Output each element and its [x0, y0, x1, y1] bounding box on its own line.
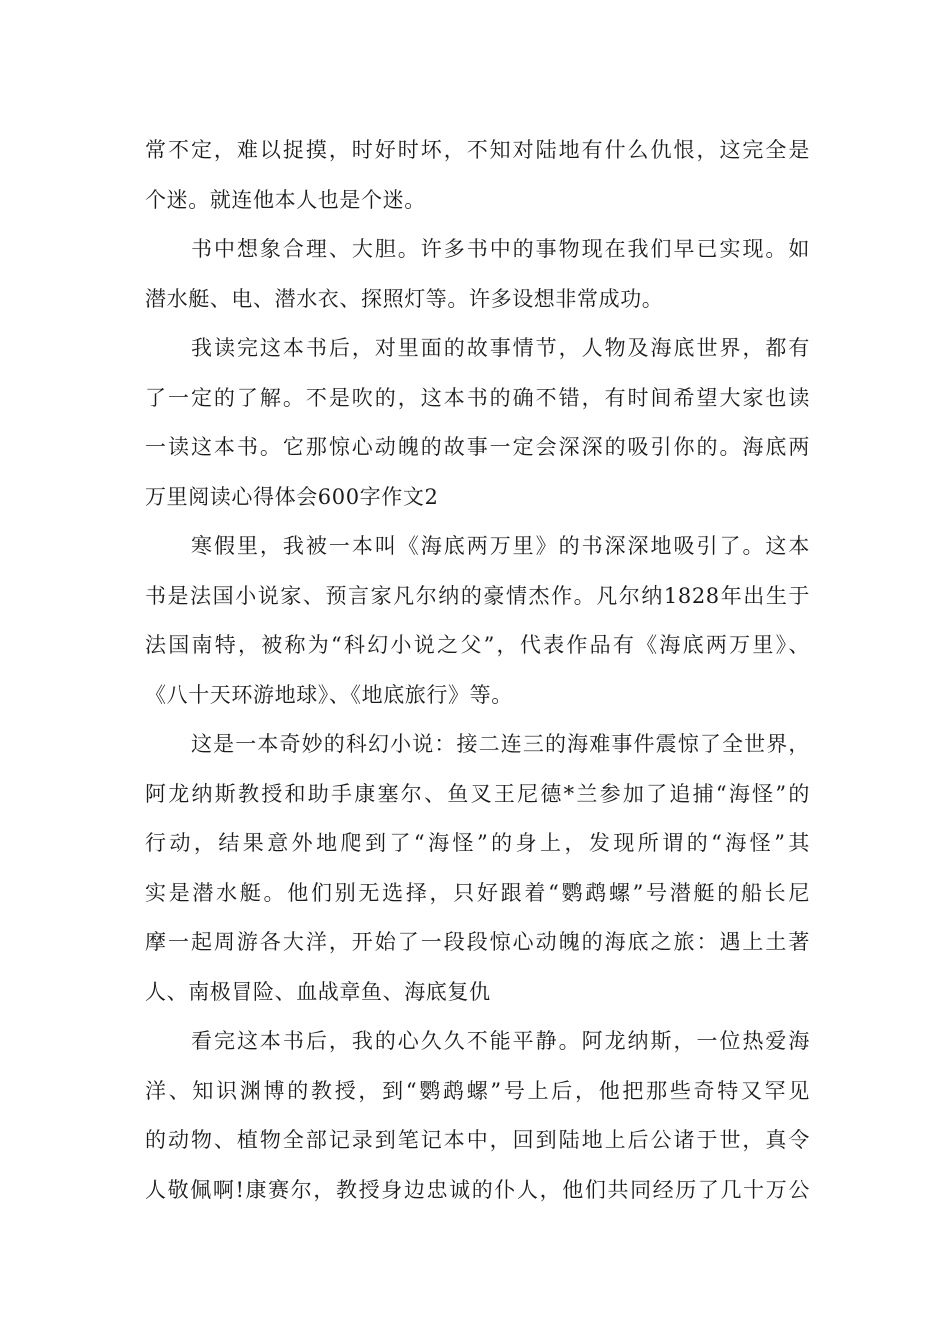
text-line: 人、南极冒险、血战章鱼、海底复仇 — [145, 979, 491, 1004]
text-line: 这是一本奇妙的科幻小说：接二连三的海难事件震惊了全世界， — [191, 732, 810, 756]
text-line: 潜水艇、电、潜水衣、探照灯等。许多设想非常成功。 — [145, 286, 664, 311]
text-line: 个迷。就连他本人也是个迷。 — [145, 187, 426, 212]
text-line: 实是潜水艇。他们别无选择，只好跟着“鹦鹉螺”号潜艇的船长尼 — [145, 880, 810, 905]
text-line: 书中想象合理、大胆。许多书中的事物现在我们早已实现。如 — [191, 237, 810, 261]
text-line: 《八十天环游地球》、《地底旅行》等。 — [145, 682, 513, 707]
text-line: 了一定的了解。不是吹的，这本书的确不错，有时间希望大家也读 — [145, 385, 810, 410]
text-line: 洋、知识渊博的教授，到“鹦鹉螺”号上后，他把那些奇特又罕见 — [145, 1078, 810, 1103]
text-line: 一读这本书。它那惊心动魄的故事一定会深深的吸引你的。海底两 — [145, 435, 810, 459]
text-line: 的动物、植物全部记录到笔记本中，回到陆地上后公诸于世，真令 — [145, 1128, 810, 1152]
text-line: 常不定，难以捉摸，时好时坏，不知对陆地有什么仇恨，这完全是 — [145, 138, 810, 162]
text-line: 书是法国小说家、预言家凡尔纳的豪情杰作。凡尔纳1828年出生于 — [145, 583, 810, 608]
text-line: 法国南特，被称为“科幻小说之父”，代表作品有《海底两万里》、 — [145, 633, 810, 657]
text-line: 人敬佩啊!康赛尔，教授身边忠诚的仆人，他们共同经历了几十万公 — [145, 1177, 810, 1202]
text-line: 行动，结果意外地爬到了“海怪”的身上，发现所谓的“海怪”其 — [145, 831, 810, 855]
text-line: 寒假里，我被一本叫《海底两万里》的书深深地吸引了。这本 — [191, 534, 810, 558]
text-line: 摩一起周游各大洋，开始了一段段惊心动魄的海底之旅：遇上土著 — [145, 930, 810, 954]
document-body — [145, 126, 810, 1215]
text-line: 我读完这本书后，对里面的故事情节，人物及海底世界，都有 — [191, 336, 810, 360]
text-line: 万里阅读心得体会600字作文2 — [145, 484, 439, 509]
text-line: 阿龙纳斯教授和助手康塞尔、鱼叉王尼德*兰参加了追捕“海怪”的 — [145, 781, 810, 806]
text-line: 看完这本书后，我的心久久不能平静。阿龙纳斯，一位热爱海 — [191, 1029, 810, 1053]
